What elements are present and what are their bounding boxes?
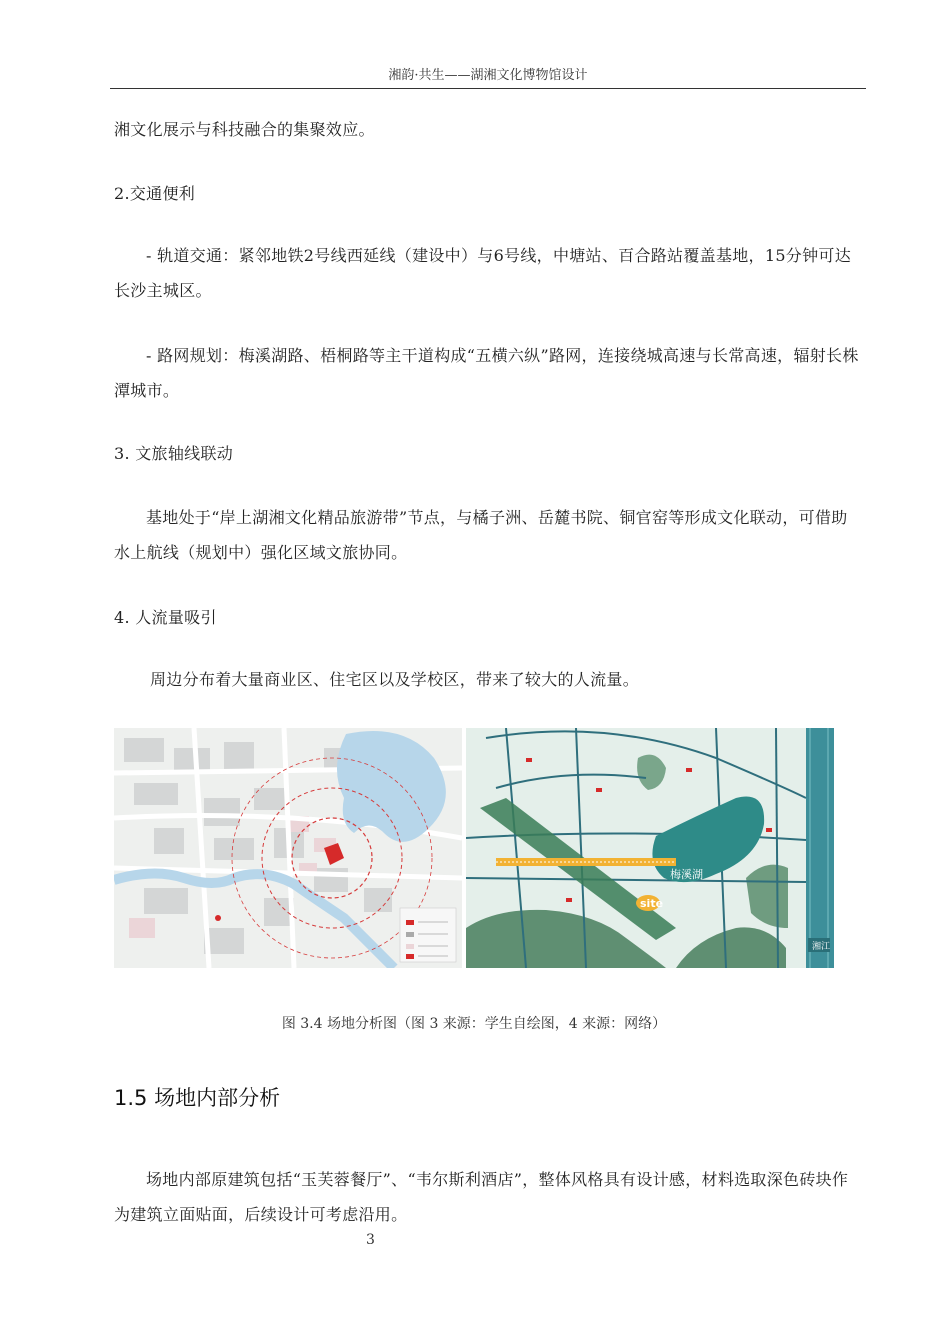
- paragraph-rail: - 轨道交通：紧邻地铁2号线西延线（建设中）与6号线，中塘站、百合路站覆盖基地，15分钟可达长沙主城区。: [114, 246, 852, 300]
- map-right-drawing: [466, 728, 834, 968]
- lake-label: 梅溪湖: [670, 868, 703, 881]
- page-header: [110, 64, 866, 89]
- site-label: site: [640, 897, 664, 910]
- section-title: 1.5 场地内部分析: [114, 1086, 281, 1110]
- paragraph-flow: 周边分布着大量商业区、住宅区以及学校区，带来了较大的人流量。: [150, 670, 640, 689]
- figure-map-right: [466, 728, 834, 968]
- header-title: 湘韵·共生——湖湘文化博物馆设计: [388, 68, 588, 83]
- subheading-traffic-flow: 4. 人流量吸引: [114, 608, 217, 627]
- figure-map-left: [114, 728, 462, 968]
- subheading-transport: 2.交通便利: [114, 184, 196, 203]
- paragraph-roads: - 路网规划：梅溪湖路、梧桐路等主干道构成“五横六纵”路网，连接绕城高速与长常高速，辐射长株潭城市。: [114, 346, 859, 400]
- river-label: 湘江: [812, 942, 831, 952]
- page-number: 3: [366, 1232, 375, 1248]
- paragraph-1: 湘文化展示与科技融合的集聚效应。: [114, 120, 375, 139]
- paragraph-culture: 基地处于“岸上湖湘文化精品旅游带”节点，与橘子洲、岳麓书院、铜官窑等形成文化联动，可借助水上航线（规划中）强化区域文旅协同。: [114, 508, 848, 562]
- section-body: 场地内部原建筑包括“玉芙蓉餐厅”、“韦尔斯利酒店”，整体风格具有设计感，材料选取深色砖块作为建筑立面贴面，后续设计可考虑沿用。: [114, 1170, 849, 1224]
- subheading-culture-axis: 3. 文旅轴线联动: [114, 444, 234, 463]
- map-left-drawing: [114, 728, 462, 968]
- figure-caption: 图 3.4 场地分析图（图 3 来源：学生自绘图，4 来源：网络）: [281, 1016, 667, 1032]
